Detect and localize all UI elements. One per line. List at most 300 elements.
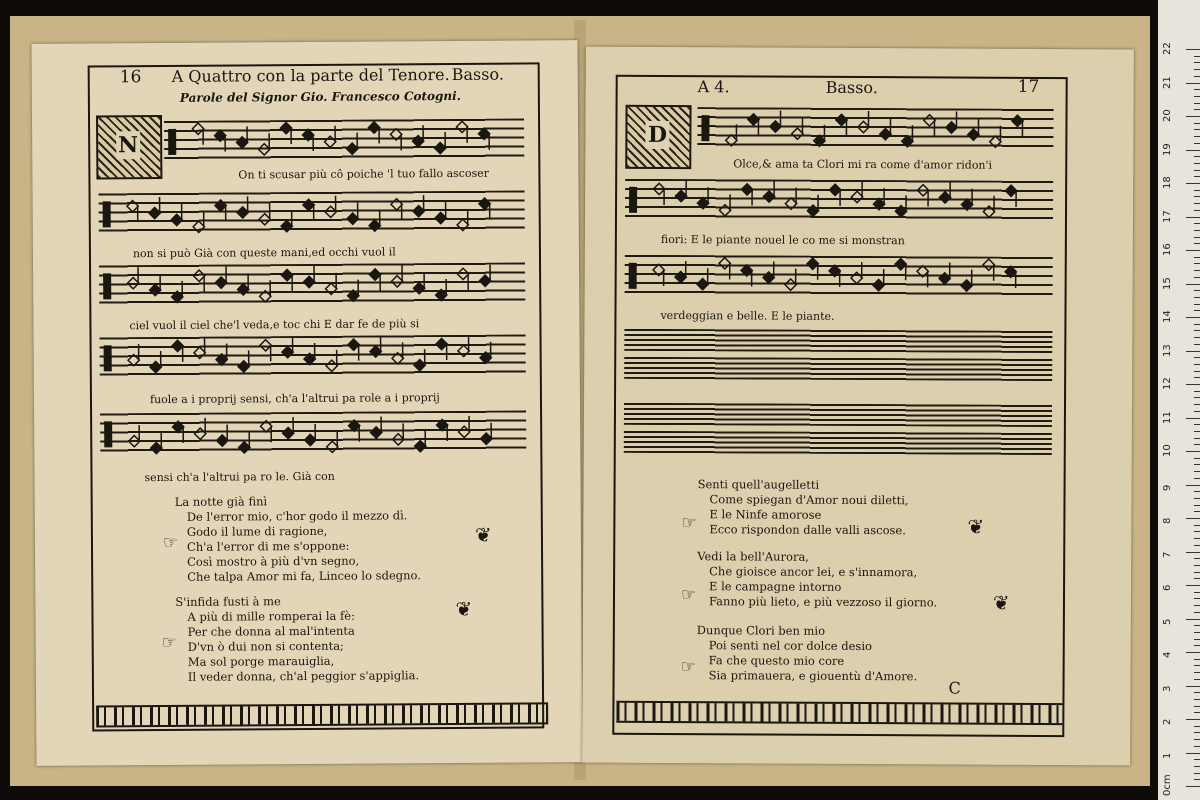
note-head	[260, 291, 271, 302]
note-head	[304, 353, 315, 364]
ruler-minor-tick	[1194, 746, 1200, 747]
ruler-minor-tick	[1194, 237, 1200, 238]
note-head	[459, 426, 470, 437]
ruler-label: 0cm	[1162, 774, 1173, 796]
decorated-initial	[96, 115, 162, 179]
ruler-minor-tick	[1194, 572, 1200, 573]
poem-line: E le campagne intorno	[709, 579, 842, 594]
lyric-line: On ti scusar più cô poiche 'l tuo fallo ascoser	[238, 166, 490, 182]
ruler-minor-tick	[1194, 773, 1200, 774]
note-head	[237, 207, 248, 218]
blank-staff	[624, 357, 1052, 381]
note-head	[435, 142, 446, 153]
note-head	[437, 419, 448, 430]
note-head	[391, 199, 402, 210]
right-page-header: A 4.	[697, 77, 730, 97]
ruler-tick	[1186, 49, 1200, 50]
poem-line: Ma sol porge marauiglia,	[187, 653, 335, 669]
note-head	[785, 198, 796, 209]
ruler-minor-tick	[1194, 103, 1200, 104]
note-head	[129, 436, 140, 447]
note-head	[326, 360, 337, 371]
note-head	[327, 441, 338, 452]
note-head	[238, 284, 249, 295]
note-head	[741, 184, 752, 195]
note-head	[303, 276, 314, 287]
note-head	[347, 143, 358, 154]
ruler-minor-tick	[1194, 364, 1200, 365]
ruler-label: 1	[1162, 752, 1173, 759]
ruler-minor-tick	[1194, 290, 1200, 291]
poem-line: A più di mille romperai la fè:	[187, 608, 356, 624]
note-head	[458, 345, 469, 356]
clef-mark	[103, 273, 111, 299]
ruler-minor-tick	[1194, 672, 1200, 673]
poem-line: Che gioisce ancor lei, e s'innamora,	[709, 564, 918, 580]
poem-stanza	[697, 623, 918, 684]
lyric-line: fiori: E le piante nouel le co me si monstran	[660, 232, 905, 248]
note-head	[895, 206, 906, 217]
ruler-minor-tick	[1194, 759, 1200, 760]
ruler-minor-tick	[1194, 404, 1200, 405]
note-head	[457, 219, 468, 230]
ruler-label: 17	[1162, 209, 1173, 223]
right-page-number: 17	[1017, 76, 1040, 97]
note-head	[281, 269, 292, 280]
note-head	[193, 270, 204, 281]
note-head	[282, 346, 293, 357]
ruler-label: 6	[1162, 584, 1173, 591]
clef-mark	[629, 263, 637, 289]
note-head	[192, 123, 203, 134]
poem-line: Ch'a l'error di me s'oppone:	[186, 538, 350, 554]
clef-mark	[168, 129, 176, 155]
note-head	[217, 435, 228, 446]
note-head	[1012, 115, 1023, 126]
note-head	[347, 213, 358, 224]
poem-line: E le Ninfe amorose	[709, 507, 822, 522]
ruler-tick	[1186, 250, 1200, 251]
note-head	[280, 122, 291, 133]
blank-staff	[624, 431, 1052, 455]
ruler-tick	[1186, 518, 1200, 519]
note-head	[348, 290, 359, 301]
ruler-tick	[1186, 619, 1200, 620]
note-head	[763, 272, 774, 283]
ruler-minor-tick	[1194, 739, 1200, 740]
poem-line: Il veder donna, ch'al peggior s'appiglia.	[187, 668, 420, 684]
note-head	[302, 129, 313, 140]
poem-line: Ecco rispondon dalle valli ascose.	[709, 522, 906, 538]
note-head	[697, 279, 708, 290]
note-head	[173, 421, 184, 432]
ruler-minor-tick	[1194, 478, 1200, 479]
ruler-minor-tick	[1194, 511, 1200, 512]
ruler-tick	[1186, 451, 1200, 452]
measurement-ruler	[1158, 0, 1200, 800]
ruler-tick	[1186, 753, 1200, 754]
ornamental-border	[616, 701, 1062, 725]
music-staff	[100, 334, 526, 381]
ruler-tick	[1186, 183, 1200, 184]
note-head	[917, 185, 928, 196]
ruler-minor-tick	[1194, 692, 1200, 693]
note-head	[829, 184, 840, 195]
note-head	[128, 355, 139, 366]
ruler-minor-tick	[1194, 464, 1200, 465]
left-page	[31, 40, 582, 766]
ruler-label: 5	[1162, 618, 1173, 625]
ruler-minor-tick	[1194, 123, 1200, 124]
ruler-minor-tick	[1194, 679, 1200, 680]
ruler-minor-tick	[1194, 69, 1200, 70]
ruler-minor-tick	[1194, 558, 1200, 559]
note-head	[238, 361, 249, 372]
fleuron-icon: ❦	[455, 596, 473, 621]
note-head	[172, 291, 183, 302]
note-head	[814, 135, 825, 146]
poem-line: Come spiegan d'Amor noui diletti,	[709, 492, 909, 508]
note-head	[807, 258, 818, 269]
note-head	[195, 428, 206, 439]
note-head	[961, 199, 972, 210]
decorated-initial	[625, 105, 691, 169]
ruler-label: 19	[1162, 142, 1173, 156]
note-head	[216, 277, 227, 288]
clef-mark	[103, 201, 111, 227]
note-head	[990, 136, 1001, 147]
ruler-minor-tick	[1194, 659, 1200, 660]
ruler-minor-tick	[1194, 712, 1200, 713]
ruler-minor-tick	[1194, 498, 1200, 499]
music-staff	[625, 179, 1053, 225]
ruler-tick	[1186, 485, 1200, 486]
note-head	[946, 122, 957, 133]
note-head	[239, 442, 250, 453]
note-head	[741, 265, 752, 276]
ruler-label: 12	[1162, 377, 1173, 390]
note-head	[983, 206, 994, 217]
note-head	[479, 275, 490, 286]
ruler-minor-tick	[1194, 538, 1200, 539]
ruler-minor-tick	[1194, 726, 1200, 727]
note-head	[770, 121, 781, 132]
ruler-minor-tick	[1194, 612, 1200, 613]
poem-stanza	[175, 593, 419, 685]
poem-line: Per che donna al mal'intenta	[187, 623, 355, 639]
ruler-tick	[1186, 418, 1200, 419]
ruler-minor-tick	[1194, 76, 1200, 77]
note-head	[325, 136, 336, 147]
note-head	[348, 339, 359, 350]
note-head	[193, 221, 204, 232]
note-head	[917, 266, 928, 277]
ruler-minor-tick	[1194, 632, 1200, 633]
lyric-line: fuole a i proprij sensi, ch'a l'altrui pa role a i proprij	[149, 391, 440, 407]
ruler-minor-tick	[1194, 190, 1200, 191]
poem-line: Sia primauera, e giouentù d'Amore.	[708, 668, 918, 684]
note-head	[369, 269, 380, 280]
note-head	[1005, 266, 1016, 277]
ruler-minor-tick	[1194, 578, 1200, 579]
note-head	[326, 283, 337, 294]
note-head	[851, 191, 862, 202]
ruler-label: 2	[1162, 718, 1173, 725]
ruler-minor-tick	[1194, 357, 1200, 358]
ruler-label: 16	[1162, 243, 1173, 256]
note-head	[305, 434, 316, 445]
ruler-tick	[1186, 284, 1200, 285]
note-head	[836, 114, 847, 125]
ruler-tick	[1186, 317, 1200, 318]
note-head	[983, 259, 994, 270]
staff-notes	[100, 334, 526, 381]
ruler-tick	[1186, 217, 1200, 218]
note-head	[829, 265, 840, 276]
note-head	[393, 434, 404, 445]
ruler-minor-tick	[1194, 732, 1200, 733]
note-head	[281, 220, 292, 231]
pointing-hand-icon: ☞	[680, 585, 697, 606]
note-head	[939, 273, 950, 284]
ruler-label: 14	[1162, 310, 1173, 323]
ruler-minor-tick	[1194, 411, 1200, 412]
ruler-minor-tick	[1194, 531, 1200, 532]
poem-line: De l'error mio, c'hor godo il mezzo dì.	[186, 508, 408, 524]
note-head	[215, 200, 226, 211]
note-head	[873, 279, 884, 290]
pointing-hand-icon: ☞	[680, 657, 696, 678]
ruler-label: 18	[1162, 176, 1173, 189]
note-head	[873, 198, 884, 209]
left-voice-label: Basso.	[451, 64, 504, 84]
note-head	[349, 420, 360, 431]
ruler-minor-tick	[1194, 665, 1200, 666]
ruler-tick	[1186, 83, 1200, 84]
initial-letter: D	[645, 121, 669, 149]
right-voice-label: Basso.	[825, 77, 878, 98]
lyric-line: Olce,& ama ta Clori mi ra come d'amor ridon'i	[733, 157, 993, 172]
ruler-minor-tick	[1194, 397, 1200, 398]
ruler-minor-tick	[1194, 263, 1200, 264]
fleuron-icon: ❦	[992, 590, 1010, 615]
ruler-minor-tick	[1194, 525, 1200, 526]
note-head	[807, 205, 818, 216]
ruler-tick	[1186, 116, 1200, 117]
note-head	[880, 128, 891, 139]
note-head	[785, 279, 796, 290]
clef-mark	[701, 115, 709, 141]
note-head	[237, 137, 248, 148]
poem-line: Godo il lume di ragione,	[186, 523, 328, 539]
ruler-label: 4	[1162, 651, 1173, 658]
lyric-line: sensi ch'a l'altrui pa ro le. Già con	[144, 469, 335, 485]
left-page-header: A Quattro con la parte del Tenore.	[171, 64, 450, 86]
note-head	[194, 347, 205, 358]
ruler-minor-tick	[1194, 337, 1200, 338]
note-head	[283, 427, 294, 438]
note-head	[726, 135, 737, 146]
poem-line: Che talpa Amor mi fa, Linceo lo sdegno.	[187, 568, 421, 584]
ruler-minor-tick	[1194, 304, 1200, 305]
note-head	[456, 121, 467, 132]
ruler-label: 21	[1162, 75, 1173, 89]
note-head	[719, 258, 730, 269]
ruler-minor-tick	[1194, 592, 1200, 593]
left-page-number: 16	[119, 67, 142, 88]
staff-notes	[99, 190, 525, 237]
note-head	[303, 199, 314, 210]
note-head	[259, 214, 270, 225]
ruler-tick	[1186, 786, 1200, 787]
clef-mark	[104, 421, 112, 447]
note-head	[902, 136, 913, 147]
note-head	[851, 272, 862, 283]
ruler-minor-tick	[1194, 310, 1200, 311]
fleuron-icon: ❦	[967, 514, 985, 539]
note-head	[675, 190, 686, 201]
ruler-minor-tick	[1194, 391, 1200, 392]
ruler-minor-tick	[1194, 779, 1200, 780]
music-staff	[164, 118, 524, 165]
note-head	[391, 276, 402, 287]
note-head	[216, 354, 227, 365]
note-head	[150, 284, 161, 295]
ruler-minor-tick	[1194, 699, 1200, 700]
ruler-tick	[1186, 686, 1200, 687]
ruler-minor-tick	[1194, 170, 1200, 171]
ruler-minor-tick	[1194, 163, 1200, 164]
note-head	[172, 340, 183, 351]
note-head	[415, 441, 426, 452]
ruler-minor-tick	[1194, 377, 1200, 378]
note-head	[370, 346, 381, 357]
note-head	[961, 280, 972, 291]
ruler-minor-tick	[1194, 344, 1200, 345]
ruler-minor-tick	[1194, 471, 1200, 472]
note-head	[414, 283, 425, 294]
ruler-label: 3	[1162, 685, 1173, 692]
ruler-minor-tick	[1194, 297, 1200, 298]
ruler-minor-tick	[1194, 143, 1200, 144]
note-head	[895, 259, 906, 270]
ruler-minor-tick	[1194, 56, 1200, 57]
ruler-minor-tick	[1194, 324, 1200, 325]
ruler-minor-tick	[1194, 491, 1200, 492]
ruler-tick	[1186, 552, 1200, 553]
pointing-hand-icon: ☞	[681, 513, 697, 534]
ruler-minor-tick	[1194, 565, 1200, 566]
note-head	[368, 122, 379, 133]
ruler-minor-tick	[1194, 444, 1200, 445]
ruler-minor-tick	[1194, 330, 1200, 331]
note-head	[260, 340, 271, 351]
poem-stanza	[697, 549, 938, 610]
left-subtitle: Parole del Signor Gio. Francesco Cotogni.	[179, 88, 461, 105]
music-staff	[100, 410, 526, 457]
ruler-minor-tick	[1194, 598, 1200, 599]
clef-mark	[104, 345, 112, 371]
note-head	[414, 360, 425, 371]
ruler-label: 20	[1162, 109, 1173, 122]
right-page	[582, 47, 1134, 766]
ruler-minor-tick	[1194, 505, 1200, 506]
note-head	[128, 278, 139, 289]
note-head	[653, 183, 664, 194]
blank-staff	[624, 329, 1052, 353]
note-head	[436, 338, 447, 349]
note-head	[858, 121, 869, 132]
ruler-tick	[1186, 585, 1200, 586]
note-head	[479, 198, 490, 209]
music-staff	[697, 107, 1053, 153]
note-head	[214, 130, 225, 141]
pointing-hand-icon: ☞	[161, 632, 177, 654]
note-head	[413, 206, 424, 217]
note-head	[697, 198, 708, 209]
ruler-minor-tick	[1194, 62, 1200, 63]
ruler-minor-tick	[1194, 223, 1200, 224]
note-head	[763, 191, 774, 202]
note-head	[259, 144, 270, 155]
ruler-tick	[1186, 351, 1200, 352]
ruler-tick	[1186, 150, 1200, 151]
signature-mark: C	[948, 678, 961, 698]
ruler-label: 15	[1162, 276, 1173, 290]
ruler-label: 13	[1162, 343, 1173, 357]
ruler-minor-tick	[1194, 129, 1200, 130]
ruler-label: 8	[1162, 517, 1173, 524]
note-head	[748, 114, 759, 125]
poem-stanza	[697, 477, 908, 538]
ruler-minor-tick	[1194, 109, 1200, 110]
note-head	[792, 128, 803, 139]
ruler-label: 10	[1162, 444, 1173, 457]
poem-line: Fanno più lieto, e più vezzoso il giorno.	[708, 594, 938, 610]
ruler-label: 7	[1162, 551, 1173, 558]
ruler-minor-tick	[1194, 706, 1200, 707]
note-head	[369, 220, 380, 231]
music-staff	[99, 190, 525, 237]
ruler-minor-tick	[1194, 243, 1200, 244]
note-head	[480, 352, 491, 363]
ruler-minor-tick	[1194, 257, 1200, 258]
staff-notes	[625, 255, 1053, 301]
staff-notes	[697, 107, 1053, 153]
ruler-tick	[1186, 384, 1200, 385]
poem-line: Vedi la bell'Aurora,	[697, 549, 810, 564]
staff-notes	[99, 262, 525, 309]
ruler-minor-tick	[1194, 625, 1200, 626]
ruler-minor-tick	[1194, 438, 1200, 439]
note-head	[261, 421, 272, 432]
ruler-minor-tick	[1194, 270, 1200, 271]
staff-notes	[164, 118, 524, 165]
ruler-minor-tick	[1194, 89, 1200, 90]
ruler-minor-tick	[1194, 645, 1200, 646]
note-head	[171, 214, 182, 225]
ruler-minor-tick	[1194, 196, 1200, 197]
note-head	[719, 205, 730, 216]
note-head	[413, 136, 424, 147]
initial-letter: N	[118, 132, 139, 159]
ruler-minor-tick	[1194, 431, 1200, 432]
note-head	[325, 206, 336, 217]
note-head	[151, 442, 162, 453]
poem-line: D'vn ò dui non si contenta;	[187, 638, 344, 654]
clef-mark	[629, 187, 637, 213]
ruler-label: 22	[1162, 42, 1173, 55]
